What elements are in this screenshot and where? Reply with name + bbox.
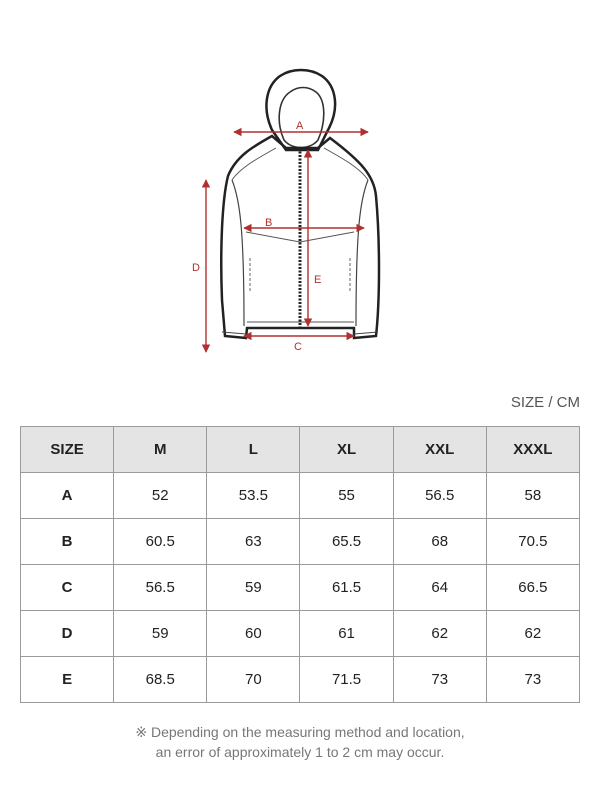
- table-cell: 62: [486, 611, 579, 657]
- left-raglan: [232, 148, 276, 180]
- table-cell: 65.5: [300, 519, 393, 565]
- jacket-hood: [266, 70, 335, 150]
- label-c: C: [294, 341, 302, 353]
- size-table: [20, 426, 580, 703]
- table-row: [21, 473, 580, 519]
- label-e: E: [314, 274, 322, 286]
- header-size: SIZE: [21, 427, 114, 473]
- row-label: D: [21, 611, 114, 657]
- hood-opening: [279, 88, 324, 148]
- table-cell: 55: [300, 473, 393, 519]
- table-header-row: [21, 427, 580, 473]
- label-a: A: [296, 120, 304, 132]
- table-cell: 61: [300, 611, 393, 657]
- row-label: C: [21, 565, 114, 611]
- right-sleeve-seam: [356, 180, 368, 326]
- table-cell: 56.5: [393, 473, 486, 519]
- right-cuff: [354, 332, 378, 334]
- unit-label: SIZE / CM: [510, 394, 580, 411]
- header-xxl: XXL: [393, 427, 486, 473]
- table-cell: 70.5: [486, 519, 579, 565]
- note-line-2: an error of approximately 1 to 2 cm may occur.: [155, 744, 445, 760]
- table-row: [21, 657, 580, 703]
- header-l: L: [207, 427, 300, 473]
- header-m: M: [114, 427, 207, 473]
- label-b: B: [265, 217, 273, 229]
- table-cell: 60: [207, 611, 300, 657]
- table-cell: 71.5: [300, 657, 393, 703]
- table-row: [21, 565, 580, 611]
- row-label: E: [21, 657, 114, 703]
- table-cell: 64: [393, 565, 486, 611]
- table-cell: 63: [207, 519, 300, 565]
- table-cell: 68.5: [114, 657, 207, 703]
- table-row: [21, 611, 580, 657]
- measurement-note: [0, 722, 600, 762]
- left-sleeve-seam: [232, 180, 244, 326]
- row-label: B: [21, 519, 114, 565]
- table-cell: 53.5: [207, 473, 300, 519]
- table-cell: 52: [114, 473, 207, 519]
- table-cell: 59: [114, 611, 207, 657]
- table-row: [21, 519, 580, 565]
- table-cell: 73: [393, 657, 486, 703]
- table-cell: 59: [207, 565, 300, 611]
- row-label: A: [21, 473, 114, 519]
- table-cell: 56.5: [114, 565, 207, 611]
- table-cell: 70: [207, 657, 300, 703]
- table-cell: 62: [393, 611, 486, 657]
- jacket-diagram: [0, 0, 600, 370]
- header-xxxl: XXXL: [486, 427, 579, 473]
- table-cell: 66.5: [486, 565, 579, 611]
- table-cell: 73: [486, 657, 579, 703]
- header-xl: XL: [300, 427, 393, 473]
- table-cell: 58: [486, 473, 579, 519]
- table-cell: 68: [393, 519, 486, 565]
- label-d: D: [192, 262, 200, 274]
- table-cell: 60.5: [114, 519, 207, 565]
- table-cell: 61.5: [300, 565, 393, 611]
- note-line-1: ※ Depending on the measuring method and location,: [135, 724, 465, 740]
